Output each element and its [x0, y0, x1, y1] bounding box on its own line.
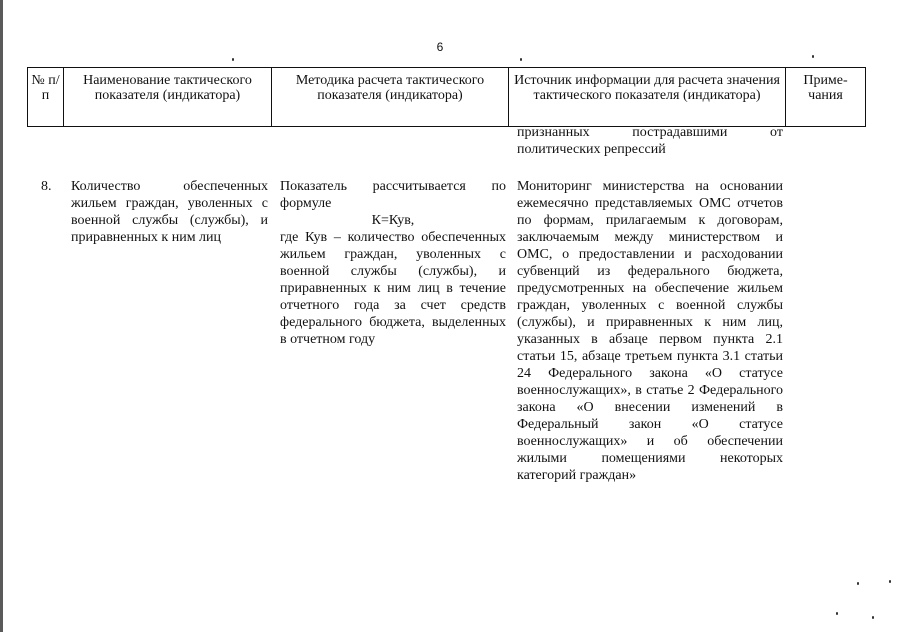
scan-speck: [520, 58, 522, 61]
header-number: № п/п: [28, 68, 64, 127]
header-row: [28, 68, 866, 127]
header-indicator-name: Наименование тактического показателя (индикатора): [64, 68, 272, 127]
row-number: 8.: [41, 179, 52, 194]
calculation-method: [280, 178, 506, 348]
table-header: [27, 67, 866, 127]
scan-speck: [889, 580, 891, 583]
continued-source-text: признанных пострадавшими от политических репрессий: [517, 125, 783, 157]
method-formula: К=Кув,: [371, 213, 415, 228]
header-calculation-method: Методика расчета тактического показателя (индикатора): [272, 68, 509, 127]
information-source: Мониторинг министерства на основании ежемесячно представляемых ОМС отчетов по формам, прилагаемым к договорам, заключаемым между министерством и ОМС, о предоставлении и расходовании субвенций из федерального бюджета, предусмотренных на обеспечение жильем граждан, уволенных с военной службы (службы), и приравненных к ним лиц, указанных в абзаце первом пункта 2.1 статьи 15, абзаце третьем пункта 3.1 статьи 24 Федерального закона «О статусе военнослужащих», в статье 2 Федерального закона «О внесении изменений в Федеральный закон «О статусе военнослужащих» и об обеспечении жилыми помещениями некоторых категорий граждан»: [517, 179, 783, 483]
scan-speck: [836, 612, 838, 615]
scan-speck: [812, 55, 814, 58]
header-information-source: Источник информации для расчета значения тактического показателя (индикатора): [509, 68, 786, 127]
scan-speck: [872, 616, 874, 619]
page-number: 6: [436, 40, 444, 54]
header-notes: Приме-чания: [786, 68, 866, 127]
method-description: где Кув – количество обеспеченных жильем граждан, уволенных с военной службы (службы), и приравненных к ним лиц в течение отчетного года за счет средств федерального бюджета, выделенных в отчетном году: [280, 230, 506, 347]
scan-speck: [857, 582, 859, 585]
scan-speck: [232, 58, 234, 61]
method-intro: Показатель рассчитывается по формуле: [280, 179, 506, 211]
indicator-name: Количество обеспеченных жильем граждан, уволенных с военной службы (службы), и приравненных к ним лиц: [71, 179, 268, 245]
scan-edge-shadow: [0, 0, 3, 632]
